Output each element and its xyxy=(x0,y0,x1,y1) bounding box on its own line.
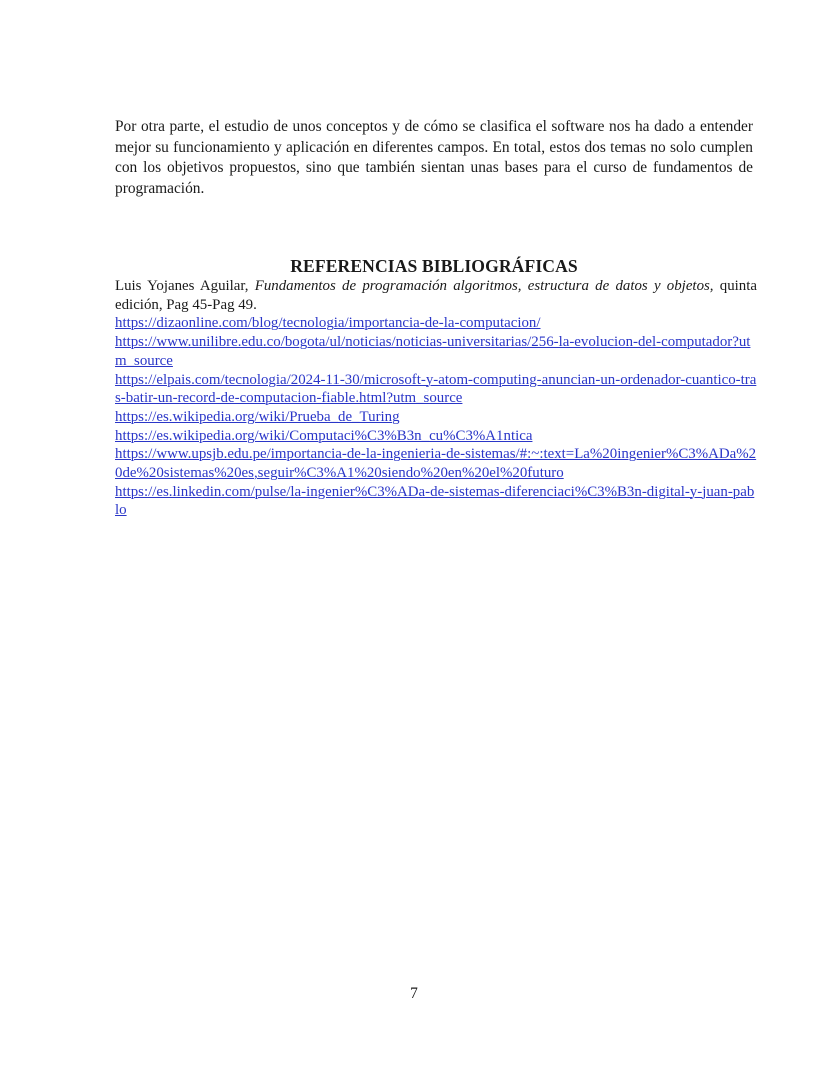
reference-book xyxy=(115,277,757,314)
reference-item xyxy=(115,408,757,427)
references-list xyxy=(115,277,757,520)
book-title: Fundamentos de programación algoritmos, estructura de datos y objetos, xyxy=(254,278,714,294)
reference-item xyxy=(115,445,757,482)
reference-link[interactable]: https://elpais.com/tecnologia/2024-11-30/microsoft-y-atom-computing-anuncian-un-ordenador-cuantico-tras-batir-un-record-de-computacion-fiable.html?utm_source xyxy=(115,371,757,407)
reference-item xyxy=(115,314,757,333)
reference-link[interactable]: https://es.wikipedia.org/wiki/Computaci%C3%B3n_cu%C3%A1ntica xyxy=(115,427,533,444)
reference-item xyxy=(115,427,757,446)
reference-link[interactable]: https://www.upsjb.edu.pe/importancia-de-la-ingenieria-de-sistemas/#:~:text=La%20ingenier%C3%ADa%20de%20sistemas%20es,seguir%C3%A1%20siendo%20en%20el%20futuro xyxy=(115,446,757,482)
reference-item xyxy=(115,483,757,520)
book-author: Luis Yojanes Aguilar, xyxy=(115,278,255,294)
reference-link[interactable]: https://es.linkedin.com/pulse/la-ingenier%C3%ADa-de-sistemas-diferenciaci%C3%B3n-digital-y-juan-pablo xyxy=(115,483,755,519)
reference-item xyxy=(115,371,757,408)
reference-link[interactable]: https://www.unilibre.edu.co/bogota/ul/noticias/noticias-universitarias/256-la-evolucion-del-computador?utm_source xyxy=(115,334,751,369)
reference-link[interactable]: https://es.wikipedia.org/wiki/Prueba_de_Turing xyxy=(115,408,400,425)
references-heading: REFERENCIAS BIBLIOGRÁFICAS xyxy=(290,256,578,276)
book-details: quinta edición, Pag 45-Pag 49. xyxy=(115,278,757,313)
conclusion-paragraph: Por otra parte, el estudio de unos conceptos y de cómo se clasifica el software nos ha dado a entender mejor su funcionamiento y aplicación en diferentes campos. En total, estos dos temas no solo cumplen con los objetivos propuestos, sino que también sientan unas bases para el curso de fundamentos de programación. xyxy=(115,118,753,197)
reference-item xyxy=(115,333,757,370)
page-number: 7 xyxy=(410,985,418,1002)
reference-link[interactable]: https://dizaonline.com/blog/tecnologia/importancia-de-la-computacion/ xyxy=(115,315,541,332)
